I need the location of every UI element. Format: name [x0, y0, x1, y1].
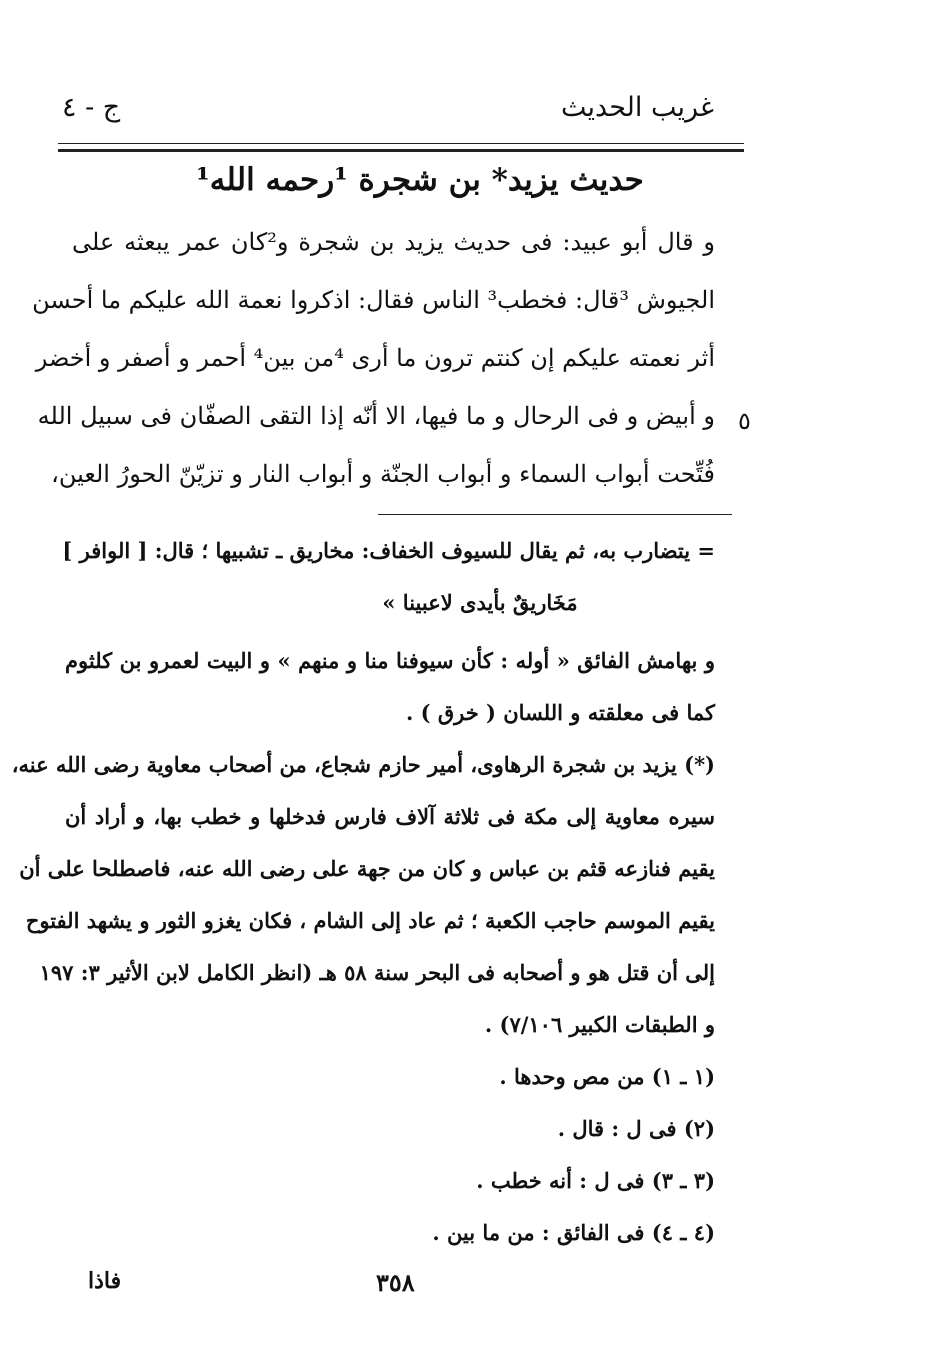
footnote-line: (*) يزيد بن شجرة الرهاوى، أمير حازم شجاع، من أصحاب معاوية رضى الله عنه،: [11, 752, 715, 777]
footnote-line: إلى أن قتل هو و أصحابه فى البحر سنة ٥٨ هـ (انظر الكامل لابن الأثير ٣: ١٩٧: [39, 960, 715, 985]
body-line: فُتِّحت أبواب السماء و أبواب الجنّة و أبواب النار و تزيّنّ الحورُ العين،: [51, 460, 715, 488]
header-rule-thin: [58, 143, 744, 144]
footnote-line: و بهامش الفائق « أوله : كأن سيوفنا منا و منهم » و البيت لعمرو بن كلثوم: [65, 648, 715, 673]
footnote-line: (١ ـ ١) من مص وحدها .: [499, 1064, 715, 1089]
footnote-line: يقيم الموسم حاجب الكعبة ؛ ثم عاد إلى الشام ، فكان يغزو الثور و يشهد الفتوح: [25, 908, 715, 933]
footnote-line: و الطبقات الكبير ٧/١٠٦) .: [484, 1012, 715, 1037]
footnote-separator: [378, 514, 732, 515]
body-line: أثر نعمته عليكم إن كنتم ترون ما أرى ⁴من بين⁴ أحمر و أصفر و أخضر: [35, 344, 715, 372]
running-title: غريب الحديث: [561, 92, 714, 123]
footnote-line: كما فى معلقته و اللسان ( خرق ) .: [405, 700, 715, 725]
section-title: حديث يزيد* بن شجرة ¹رحمه الله¹: [196, 162, 644, 198]
volume-number: ج - ٤: [62, 92, 121, 123]
body-line: و قال أبو عبيد: فى حديث يزيد بن شجرة و²كان عمر يبعثه على: [72, 228, 715, 256]
footnote-line: يقيم فنازعه قثم بن عباس و كان من جهة على رضى الله عنه، فاصطلحا على أن: [19, 856, 715, 881]
footnote-line: = يتضارب به، ثم يقال للسيوف الخفاف: مخاريق ـ تشبيها ؛ قال: [ الوافر ]: [62, 538, 715, 563]
line-number-marker: ٥: [738, 407, 751, 435]
page-number: ٣٥٨: [376, 1268, 415, 1297]
catchword: فاذا: [88, 1268, 122, 1294]
footnote-line: (٣ ـ ٣) فى ل : أنه خطب .: [476, 1168, 715, 1193]
footnote-line: (٢) فى ل : قال .: [557, 1116, 715, 1141]
header-rule-thick: [58, 149, 744, 152]
footnote-line: (٤ ـ ٤) فى الفائق : من ما بين .: [432, 1220, 715, 1245]
body-line: الجيوش ³قال: فخطب³ الناس فقال: اذكروا نعمة الله عليكم ما أحسن: [32, 286, 715, 314]
footnote-verse: مَخَاريقٌ بأيدى لاعبينا »: [382, 590, 578, 615]
body-line: و أبيض و فى الرحال و ما فيها، الا أنّه إذا التقى الصفّان فى سبيل الله: [37, 402, 715, 430]
footnote-line: سيره معاوية إلى مكة فى ثلاثة آلاف فارس فدخلها و خطب بها، و أراد أن: [65, 804, 715, 829]
